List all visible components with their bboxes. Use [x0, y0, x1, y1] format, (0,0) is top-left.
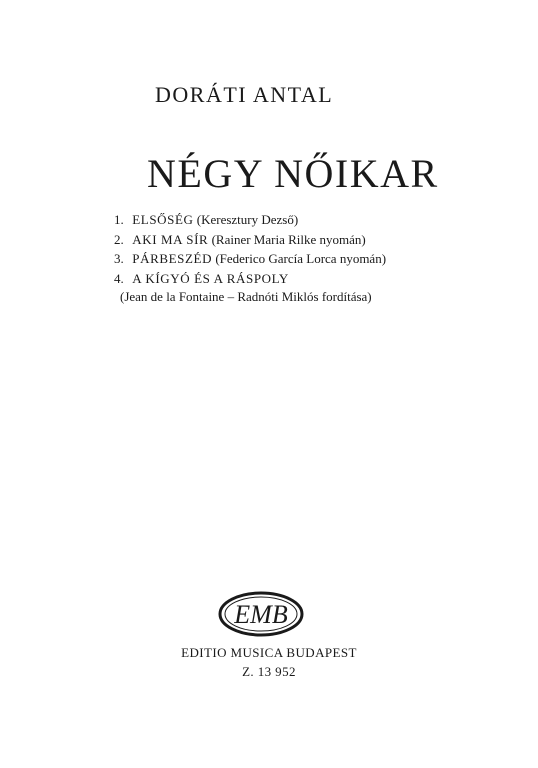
item-note: (Rainer Maria Rilke nyomán) [211, 231, 366, 247]
item-note: (Keresztury Dezső) [196, 212, 299, 227]
catalog-number: Z. 13 952 [242, 664, 296, 679]
composer-name: DORÁTI ANTAL [155, 82, 334, 107]
item-number: 3. [114, 251, 124, 266]
item-number: 4. [114, 270, 124, 286]
item-title: PÁRBESZÉD [132, 251, 213, 266]
contents-list [114, 210, 386, 288]
item-number: 1. [114, 212, 124, 227]
item-number: 2. [114, 231, 124, 247]
contents-item-1 [114, 210, 386, 230]
publisher-name: EDITIO MUSICA BUDAPEST [181, 645, 357, 660]
contents-item-3 [114, 249, 386, 269]
emb-logo-icon [217, 590, 305, 638]
item-title: AKI MA SÍR [132, 231, 209, 247]
work-title: NÉGY NŐIKAR [147, 151, 439, 196]
logo-text: EMB [234, 600, 288, 629]
contents-item-4 [114, 269, 386, 289]
translation-credit: (Jean de la Fontaine – Radnóti Miklós fordítása) [120, 289, 372, 304]
item-note: (Federico García Lorca nyomán) [215, 251, 387, 266]
contents-item-2 [114, 230, 386, 250]
item-title: A KÍGYÓ ÉS A RÁSPOLY [132, 270, 289, 286]
item-title: ELSŐSÉG [132, 212, 194, 227]
